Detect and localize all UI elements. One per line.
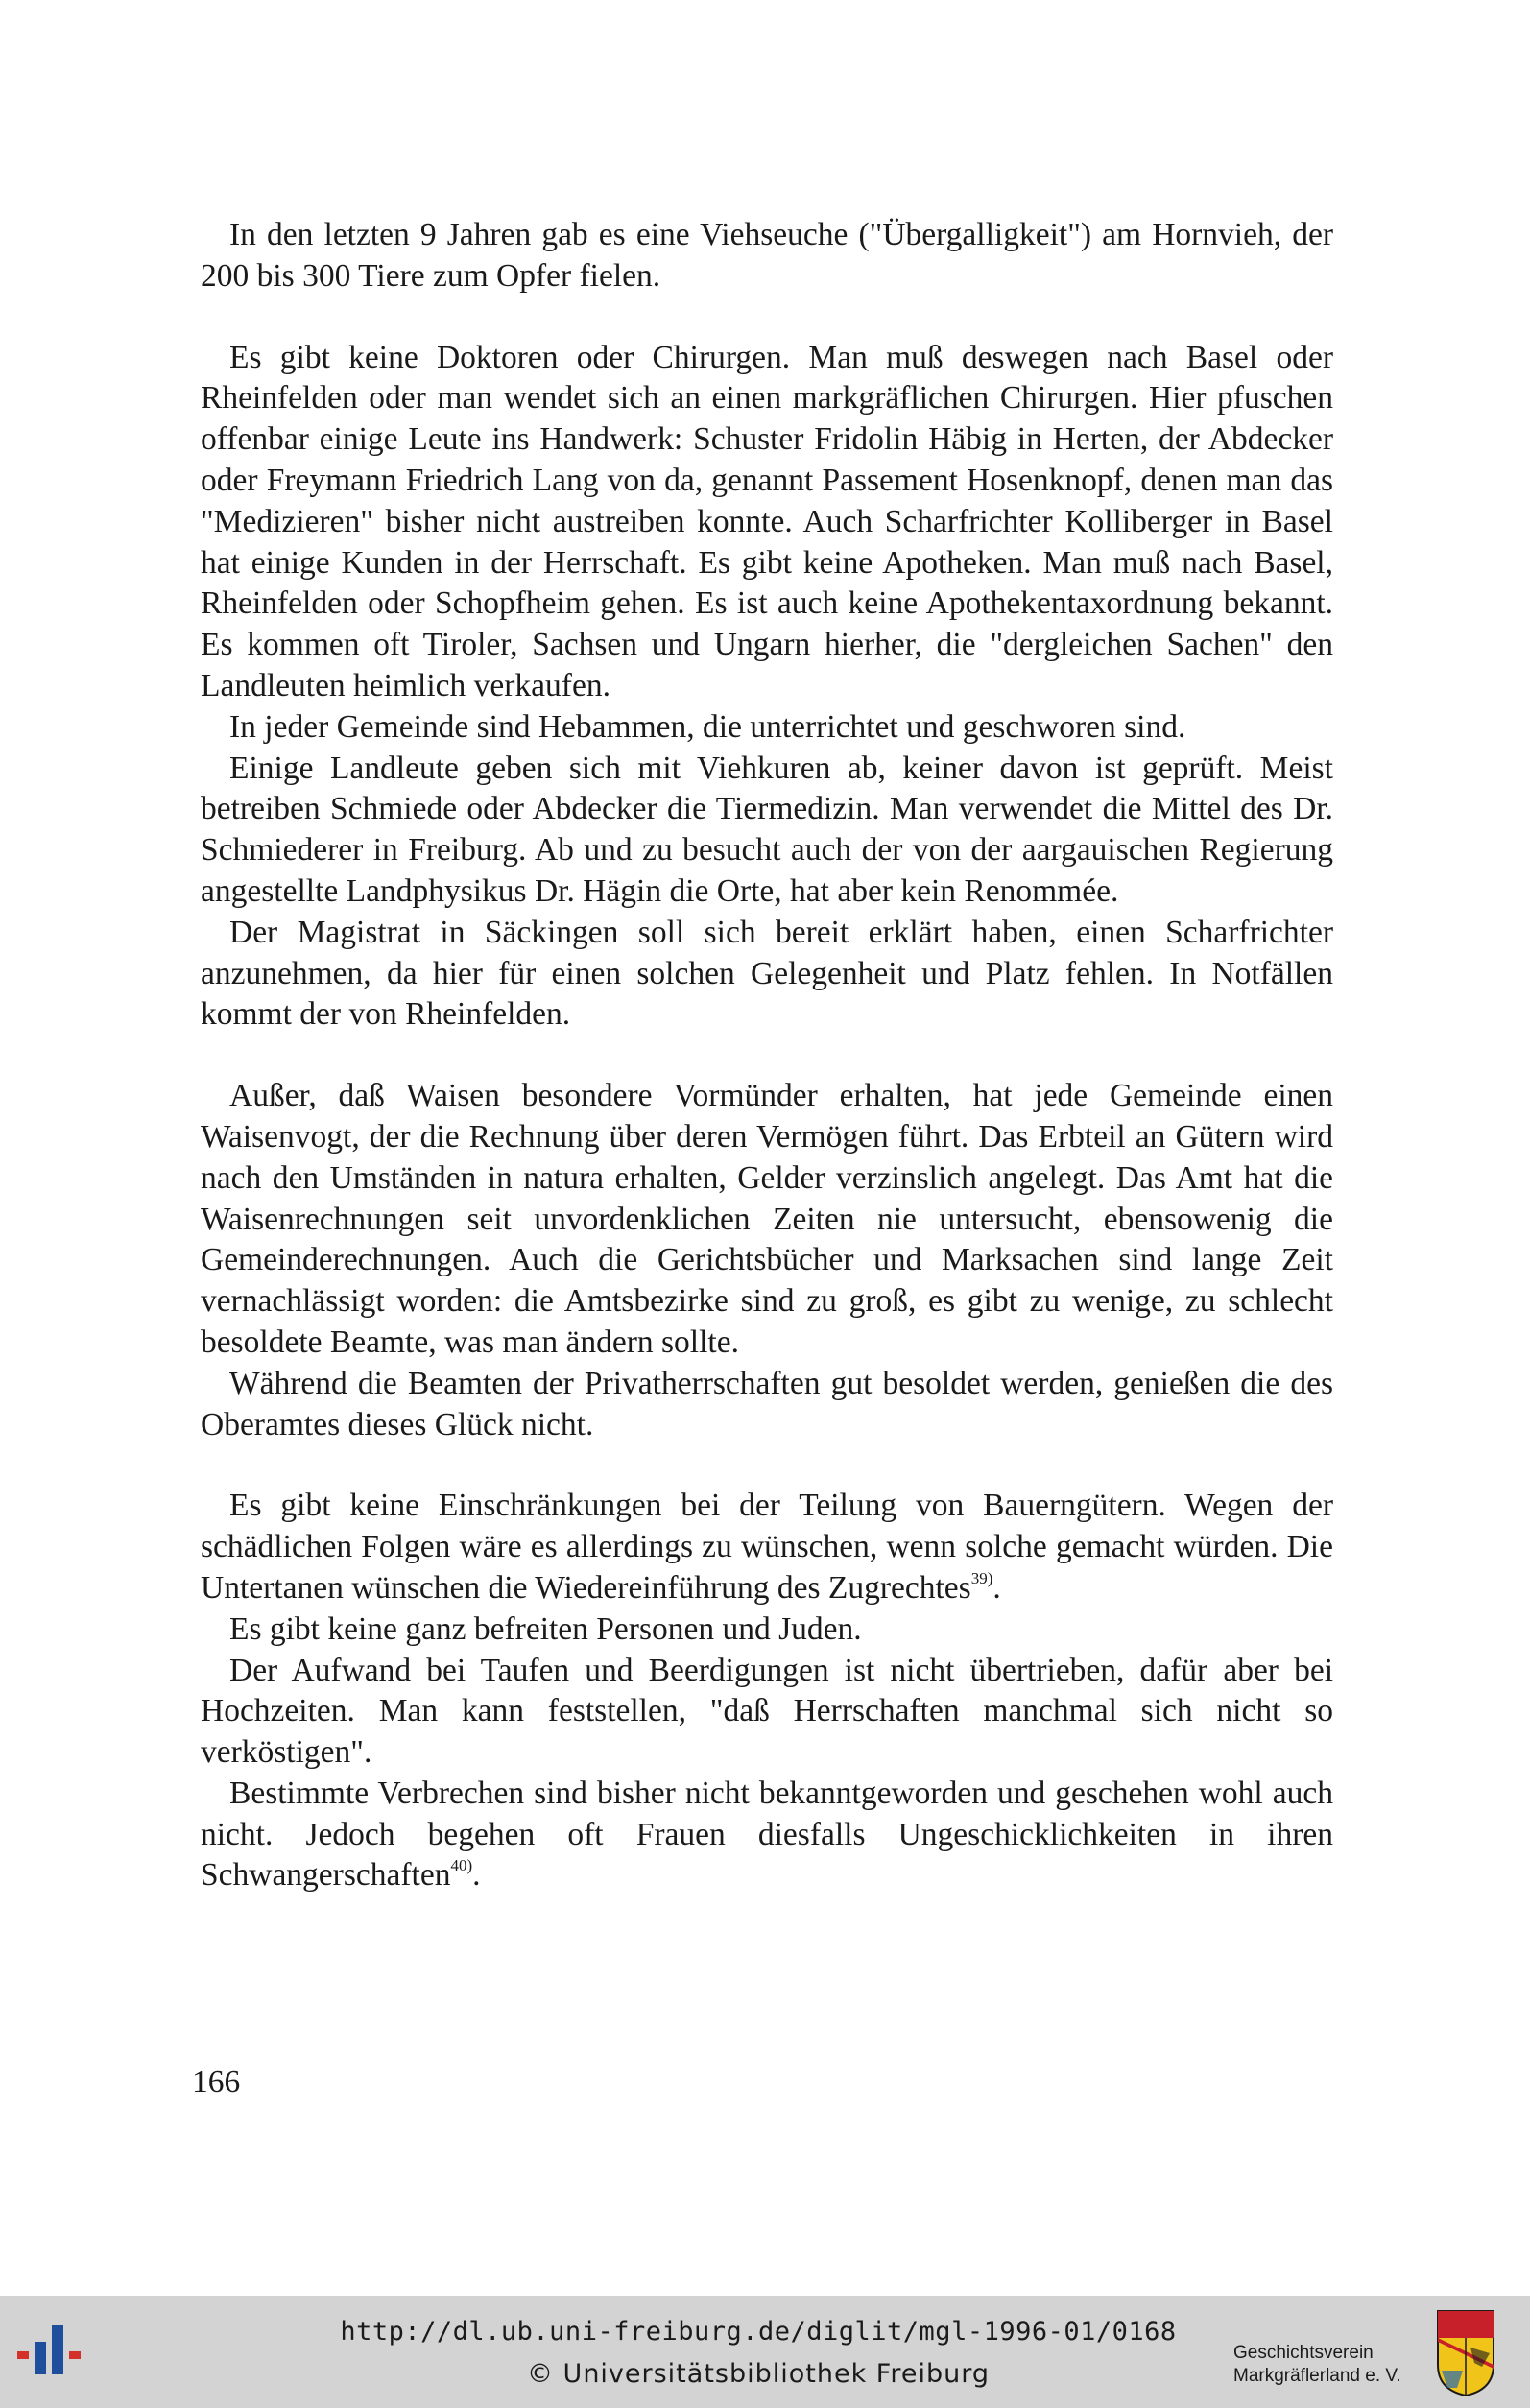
paragraph-text: Es gibt keine Einschränkungen bei der Teilung von Bauerngütern. Wegen der schädlichen Folgen wäre es allerdings zu wünschen, wenn solche gemacht würden. Die Untertanen wünschen die Wiedereinführung des Zugrechtes xyxy=(201,1488,1333,1606)
paragraph-end: . xyxy=(992,1569,1001,1606)
society-name-line: Geschichtsverein xyxy=(1233,2343,1374,2363)
paragraph: Der Magistrat in Säckingen soll sich bereit erklärt haben, einen Scharfrichter anzunehmen, da hier für einen solchen Gelegenheit und Platz fehlen. In Notfällen kommt der von Rheinfelden. xyxy=(201,914,1333,1033)
main-text xyxy=(201,215,1333,1896)
paragraph: In jeder Gemeinde sind Hebammen, die unterrichtet und geschworen sind. xyxy=(229,708,1186,745)
paragraph: In den letzten 9 Jahren gab es eine Viehseuche ("Übergalligkeit") am Hornvieh, der 200 bis 300 Tiere zum Opfer fielen. xyxy=(201,217,1333,294)
page-number: 166 xyxy=(192,2064,241,2100)
paragraph-text: Bestimmte Verbrechen sind bisher nicht bekanntgeworden und geschehen wohl auch nicht. Jedoch begehen oft Frauen diesfalls Ungeschicklichkeiten in ihren Schwangerschaften xyxy=(201,1775,1333,1894)
paragraph: Es gibt keine Doktoren oder Chirurgen. Man muß deswegen nach Basel oder Rheinfelden oder man wendet sich an einen markgräflichen Chirurgen. Hier pfuschen offenbar einige Leute ins Handwerk: Schuster Fridolin Häbig in Herten, der Abdecker oder Freymann Friedrich Lang von da, genannt Passement Hosenknopf, denen man das "Medizieren" bisher nicht austreiben konnte. Auch Scharfrichter Kolliberger in Basel hat einige Kunden in der Herrschaft. Es gibt keine Apotheken. Man muß nach Basel, Rheinfelden oder Schopfheim gehen. Es ist auch keine Apothekentaxordnung bekannt. Es kommen oft Tiroler, Sachsen und Ungarn hierher, die "dergleichen Sachen" den Landleuten heimlich verkaufen. xyxy=(201,339,1333,703)
paragraph: Der Aufwand bei Taufen und Beerdigungen ist nicht übertrieben, dafür aber bei Hochzeiten. Man kann feststellen, "daß Herrschaften manchmal sich nicht so verköstigen". xyxy=(201,1652,1333,1771)
footnote-marker: 39) xyxy=(970,1568,993,1587)
footnote-marker: 40) xyxy=(450,1856,473,1875)
society-name xyxy=(1233,2342,1425,2388)
source-url[interactable]: http://dl.ub.uni-freiburg.de/diglit/mgl-1996-01/0168 xyxy=(340,2317,1177,2347)
paragraph: Außer, daß Waisen besondere Vormünder erhalten, hat jede Gemeinde einen Waisenvogt, der die Rechnung über deren Vermögen führt. Das Erbteil an Gütern wird nach den Umständen in natura erhalten, Gelder verzinslich angelegt. Das Amt hat die Waisenrechnungen seit unvordenklichen Zeiten nie untersucht, ebensowenig die Gemeinderechnungen. Auch die Gerichtsbücher und Marksachen sind lange Zeit vernachlässigt worden: die Amtsbezirke sind zu groß, es gibt zu wenige, zu schlecht besoldete Beamte, was man ändern sollte. xyxy=(201,1078,1333,1360)
footer-bar xyxy=(0,2296,1530,2408)
paragraph: Während die Beamten der Privatherrschaften gut besoldet werden, genießen die des Oberamtes dieses Glück nicht. xyxy=(201,1365,1333,1442)
paragraph xyxy=(201,1486,1333,1609)
paragraph: Einige Landleute geben sich mit Viehkuren ab, keiner davon ist geprüft. Meist betreiben Schmiede oder Abdecker die Tiermedizin. Man verwendet die Mittel des Dr. Schmiederer in Freiburg. Ab und zu besucht auch der von der aargauischen Regierung angestellte Landphysikus Dr. Hägin die Orte, hat aber kein Renommée. xyxy=(201,750,1333,909)
paragraph: Es gibt keine ganz befreiten Personen und Juden. xyxy=(229,1610,862,1647)
society-name-line: Markgräflerland e. V. xyxy=(1233,2366,1401,2386)
coat-of-arms-icon xyxy=(1436,2309,1495,2397)
paragraph-end: . xyxy=(472,1857,481,1894)
paragraph xyxy=(201,1774,1333,1896)
copyright-notice: © Universitätsbibliothek Freiburg xyxy=(526,2359,991,2389)
